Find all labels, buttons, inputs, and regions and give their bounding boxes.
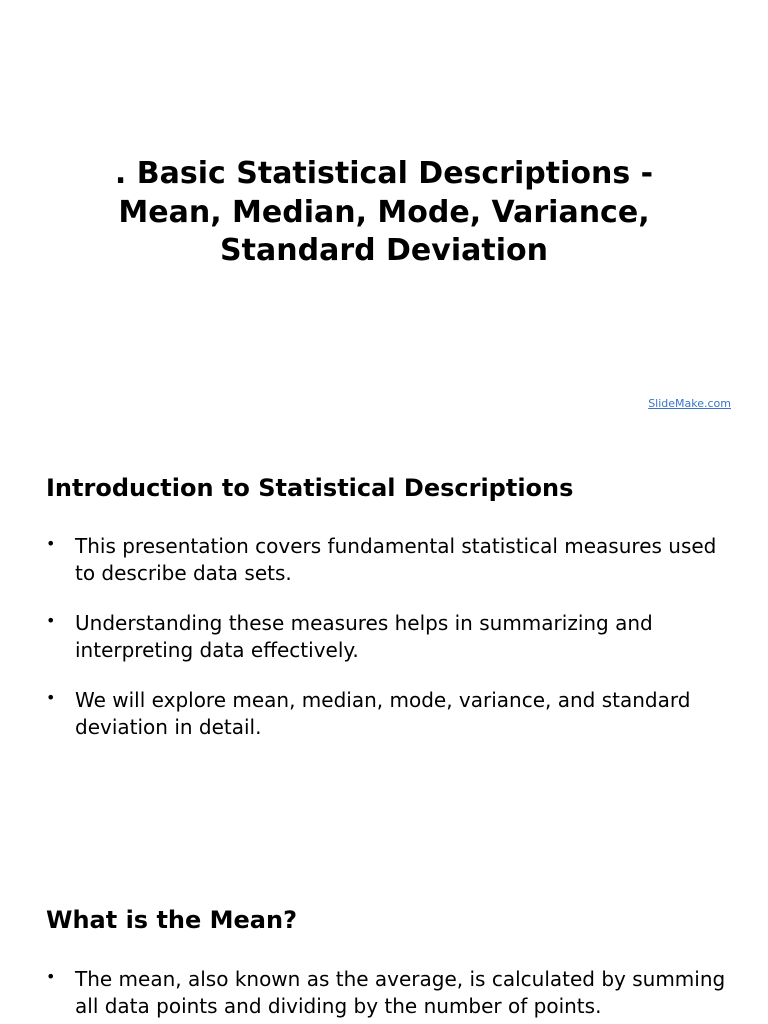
bullet-text: We will explore mean, median, mode, variance, and standard deviation in detail. [75, 688, 691, 739]
list-item [46, 610, 726, 663]
bullet-icon: • [46, 967, 56, 986]
bullet-icon: • [46, 688, 56, 707]
bullet-text: The mean, also known as the average, is calculated by summing all data points and dividing by the number of points. [75, 967, 726, 1018]
list-item [46, 533, 726, 586]
section-heading-mean: What is the Mean? [46, 906, 298, 934]
introduction-bullet-list [46, 533, 726, 764]
slide-title: . Basic Statistical Descriptions - Mean, Median, Mode, Variance, Standard Deviation [114, 156, 654, 268]
section-heading-introduction: Introduction to Statistical Descriptions [46, 474, 574, 502]
list-item [46, 966, 726, 1019]
slidemake-link[interactable]: SlideMake.com [648, 397, 731, 410]
list-item [46, 687, 726, 740]
bullet-icon: • [46, 534, 56, 553]
bullet-icon: • [46, 611, 56, 630]
mean-bullet-list [46, 966, 726, 1024]
bullet-text: This presentation covers fundamental statistical measures used to describe data sets. [75, 534, 717, 585]
bullet-text: Understanding these measures helps in summarizing and interpreting data effectively. [75, 611, 653, 662]
